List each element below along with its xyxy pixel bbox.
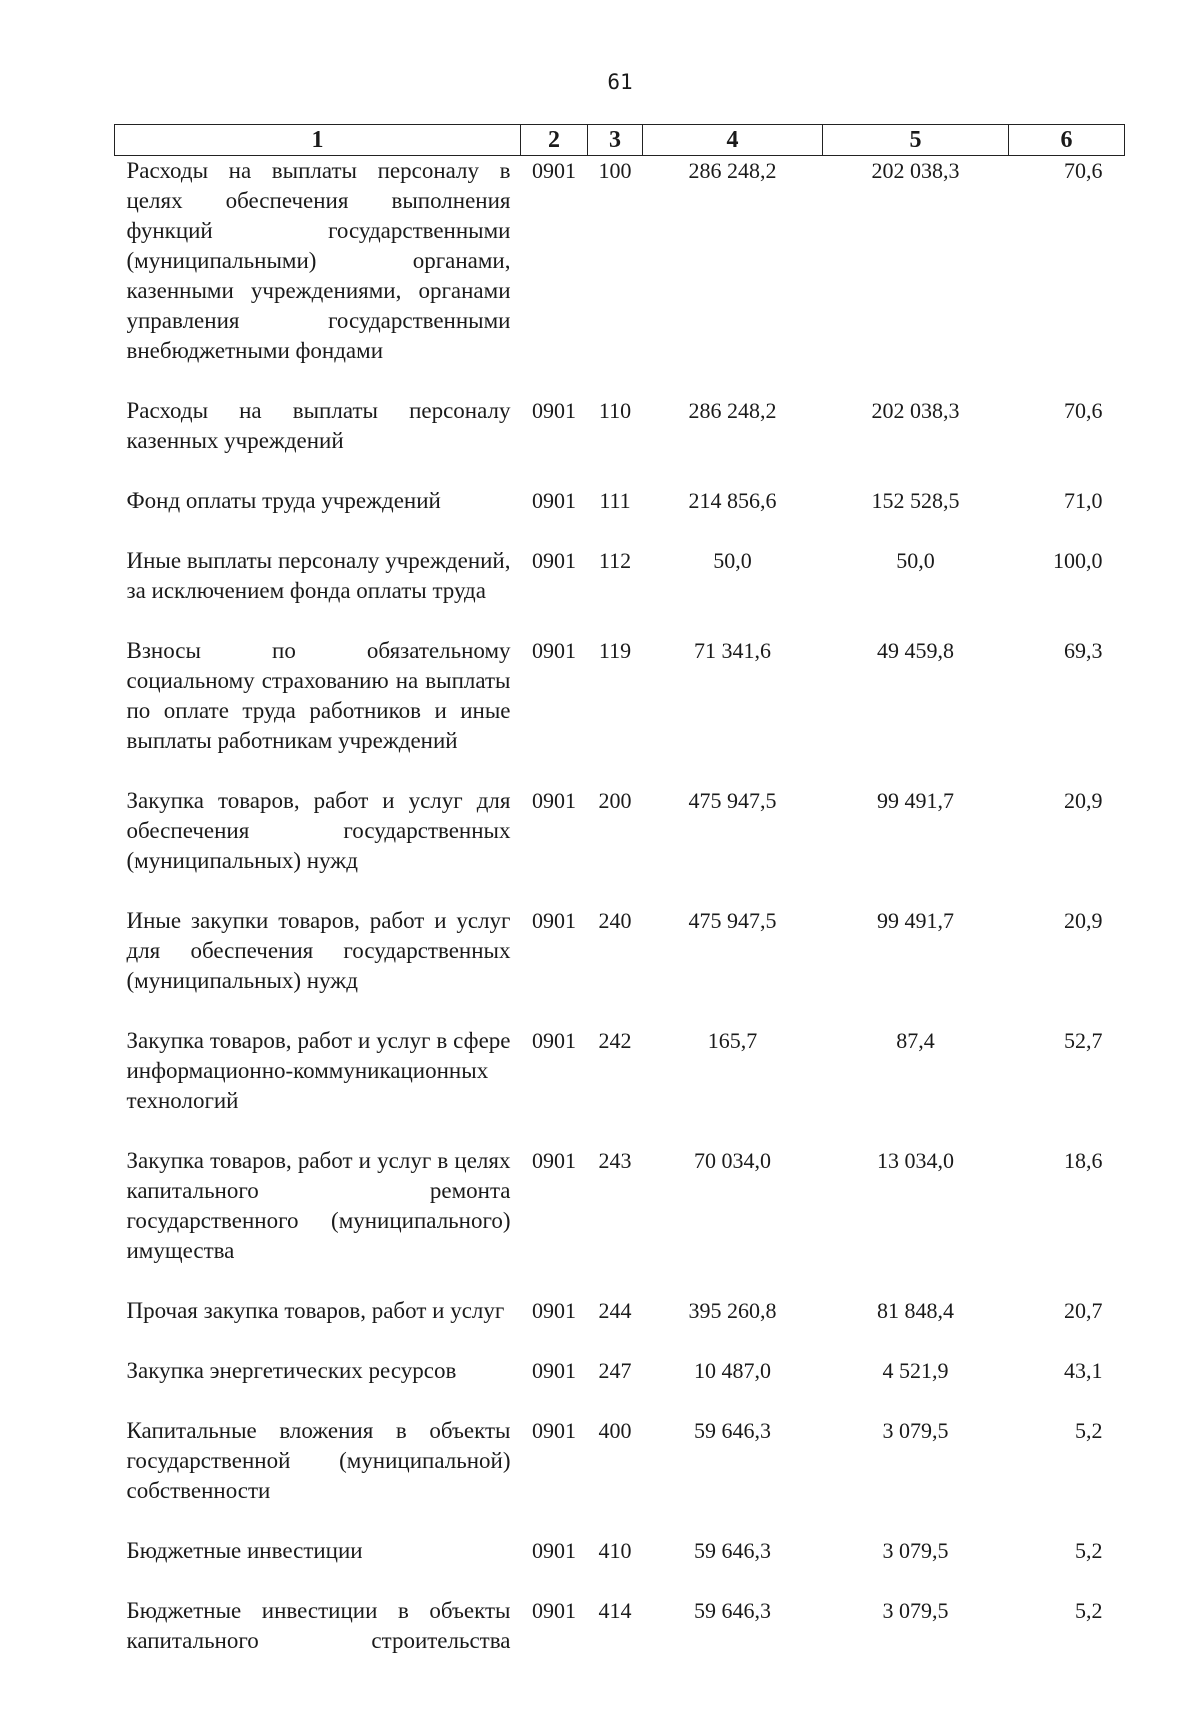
row-percent: 70,6 [1064, 158, 1103, 183]
header-col-3: 3 [588, 125, 643, 156]
row-fact: 202 038,3 [871, 158, 960, 183]
row-code: 242 [598, 1028, 632, 1053]
row-section: 0901 [532, 1028, 576, 1053]
row-plan: 286 248,2 [688, 158, 777, 183]
row-section: 0901 [532, 548, 576, 573]
row-description: Взносы по обязательному социальному страхованию на выплаты по оплате труда работников и иные выплаты работникам учреждений [126, 638, 511, 753]
row-section: 0901 [532, 1358, 576, 1383]
row-code: 244 [598, 1298, 632, 1323]
row-plan: 165,7 [707, 1028, 758, 1053]
row-percent: 5,2 [1075, 1598, 1103, 1623]
row-fact: 3 079,5 [882, 1418, 949, 1443]
row-description: Бюджетные инвестиции [126, 1538, 363, 1563]
row-percent: 5,2 [1075, 1538, 1103, 1563]
row-fact: 3 079,5 [882, 1598, 949, 1623]
row-section: 0901 [532, 908, 576, 933]
row-section: 0901 [532, 1148, 576, 1173]
row-code: 112 [598, 548, 632, 573]
row-code: 247 [598, 1358, 632, 1383]
row-plan: 59 646,3 [694, 1418, 771, 1443]
row-plan: 70 034,0 [694, 1148, 771, 1173]
row-plan: 475 947,5 [688, 908, 777, 933]
row-description: Фонд оплаты труда учреждений [126, 488, 441, 513]
row-percent: 20,7 [1064, 1298, 1103, 1323]
table-row [115, 786, 1125, 906]
table-body [115, 156, 1125, 1657]
row-percent: 43,1 [1064, 1358, 1103, 1383]
row-description: Иные выплаты персоналу учреждений, за исключением фонда оплаты труда [126, 548, 511, 603]
row-fact: 49 459,8 [877, 638, 954, 663]
header-row [115, 125, 1125, 156]
row-plan: 286 248,2 [688, 398, 777, 423]
row-description: Бюджетные инвестиции в объекты капитального строительства [126, 1598, 511, 1653]
row-description: Иные закупки товаров, работ и услуг для обеспечения государственных (муниципальных) нужд [126, 908, 511, 993]
row-percent: 100,0 [1053, 548, 1103, 573]
table-row [115, 396, 1125, 486]
table-row [115, 1596, 1125, 1656]
table-row [115, 906, 1125, 1026]
header-col-2: 2 [521, 125, 588, 156]
row-fact: 152 528,5 [871, 488, 960, 513]
row-description: Закупка товаров, работ и услуг в целях капитального ремонта государственного (муниципального) имущества [126, 1148, 511, 1263]
row-code: 200 [598, 788, 632, 813]
page-number: 61 [607, 70, 633, 94]
row-section: 0901 [532, 1418, 576, 1443]
row-section: 0901 [532, 788, 576, 813]
header-col-5: 5 [823, 125, 1009, 156]
row-description: Расходы на выплаты персоналу казенных учреждений [126, 398, 511, 453]
row-description: Закупка товаров, работ и услуг для обеспечения государственных (муниципальных) нужд [126, 788, 511, 873]
row-percent: 52,7 [1064, 1028, 1103, 1053]
table-row [115, 486, 1125, 546]
row-section: 0901 [532, 398, 576, 423]
table-row [115, 1536, 1125, 1596]
row-plan: 59 646,3 [694, 1598, 771, 1623]
table-row [115, 1356, 1125, 1416]
budget-table-container [114, 124, 1124, 1656]
row-percent: 71,0 [1064, 488, 1103, 513]
row-description: Прочая закупка товаров, работ и услуг [126, 1298, 505, 1323]
row-plan: 214 856,6 [688, 488, 777, 513]
row-plan: 475 947,5 [688, 788, 777, 813]
table-row [115, 1026, 1125, 1146]
row-plan: 10 487,0 [694, 1358, 771, 1383]
row-section: 0901 [532, 158, 576, 183]
row-fact: 87,4 [896, 1028, 935, 1053]
row-description: Закупка товаров, работ и услуг в сфере информационно-коммуникационных технологий [126, 1028, 511, 1113]
header-col-4: 4 [643, 125, 823, 156]
budget-table [114, 124, 1125, 1656]
table-row [115, 1146, 1125, 1296]
row-description: Расходы на выплаты персоналу в целях обеспечения выполнения функций государственными (муниципальными) органами, казенными учреждениями, органами управления государственными внебюджетными фондами [126, 158, 511, 363]
row-fact: 3 079,5 [882, 1538, 949, 1563]
row-code: 111 [599, 488, 631, 513]
row-code: 240 [598, 908, 632, 933]
row-fact: 81 848,4 [877, 1298, 954, 1323]
table-row [115, 156, 1125, 397]
row-fact: 202 038,3 [871, 398, 960, 423]
row-plan: 50,0 [713, 548, 752, 573]
row-fact: 4 521,9 [882, 1358, 949, 1383]
row-code: 100 [598, 158, 632, 183]
row-fact: 50,0 [896, 548, 935, 573]
row-code: 119 [598, 638, 632, 663]
row-plan: 71 341,6 [694, 638, 771, 663]
row-percent: 5,2 [1075, 1418, 1103, 1443]
row-percent: 18,6 [1064, 1148, 1103, 1173]
row-section: 0901 [532, 488, 576, 513]
row-percent: 20,9 [1064, 908, 1103, 933]
table-header [115, 125, 1125, 156]
row-code: 410 [598, 1538, 632, 1563]
row-percent: 70,6 [1064, 398, 1103, 423]
row-description: Капитальные вложения в объекты государственной (муниципальной) собственности [126, 1418, 511, 1503]
table-row [115, 1416, 1125, 1536]
row-code: 414 [598, 1598, 632, 1623]
header-col-6: 6 [1009, 125, 1125, 156]
row-percent: 20,9 [1064, 788, 1103, 813]
row-code: 243 [598, 1148, 632, 1173]
row-code: 400 [598, 1418, 632, 1443]
row-fact: 99 491,7 [877, 908, 954, 933]
row-percent: 69,3 [1064, 638, 1103, 663]
row-fact: 99 491,7 [877, 788, 954, 813]
table-row [115, 546, 1125, 636]
row-plan: 59 646,3 [694, 1538, 771, 1563]
row-fact: 13 034,0 [877, 1148, 954, 1173]
row-code: 110 [598, 398, 632, 423]
header-col-1: 1 [115, 125, 521, 156]
row-section: 0901 [532, 1598, 576, 1623]
table-row [115, 1296, 1125, 1356]
row-description: Закупка энергетических ресурсов [126, 1358, 457, 1383]
row-section: 0901 [532, 1298, 576, 1323]
table-row [115, 636, 1125, 786]
row-section: 0901 [532, 638, 576, 663]
row-section: 0901 [532, 1538, 576, 1563]
row-plan: 395 260,8 [688, 1298, 777, 1323]
